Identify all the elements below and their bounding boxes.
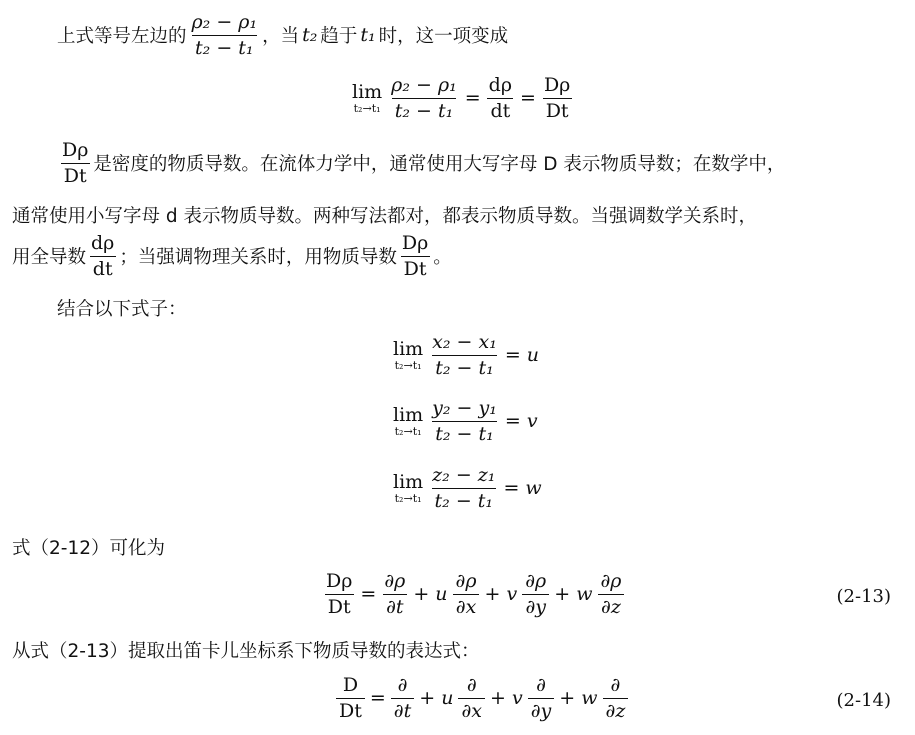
p1-text-middle: ，当	[262, 26, 300, 48]
limit-operator	[352, 82, 382, 114]
paragraph-2-line-1	[57, 140, 785, 187]
limit-rhs: = u	[504, 344, 540, 367]
limit-numerator: z₂ − z₁	[432, 464, 496, 486]
eq14-x-num: ∂	[466, 674, 477, 696]
lim-word: lim	[352, 81, 383, 104]
limit-rhs: = w	[503, 477, 542, 500]
eq13-x-den: ∂x	[453, 594, 480, 618]
eq14-t-den: ∂t	[391, 698, 414, 722]
limit-numerator: ρ₂ − ρ₁	[391, 74, 457, 96]
total-derivative-num: dρ	[488, 74, 513, 96]
eq14-term-t	[391, 675, 414, 722]
eq13-y-den: ∂y	[522, 594, 549, 618]
eq13-t-den: ∂t	[383, 594, 406, 618]
equals-sign: =	[369, 687, 386, 710]
material-derivative	[541, 75, 573, 122]
eq14-term-y	[528, 675, 555, 722]
eq13-lhs-num: Dρ	[326, 570, 353, 592]
material-derivative-num: Dρ	[543, 74, 571, 96]
plus-u: + u	[413, 583, 448, 606]
limit-equation-x	[393, 332, 539, 379]
plus-w: + w	[554, 583, 593, 606]
p1-approaches: 趋于	[320, 26, 358, 48]
limit-operator	[393, 339, 423, 371]
paragraph-3: 结合以下式子：	[57, 299, 187, 320]
limit-fraction	[429, 465, 498, 512]
paragraph-2-line-3	[12, 233, 452, 280]
paragraph-4: 式（2-12）可化为	[12, 538, 165, 559]
limit-operator	[393, 405, 423, 437]
eq14-t-num: ∂	[397, 674, 408, 696]
eq13-term-z	[597, 571, 624, 618]
eq13-term-x	[453, 571, 480, 618]
equation-number-2-14: (2-14)	[836, 690, 891, 711]
p2-frac-numerator: Dρ	[62, 139, 89, 161]
limit-rhs: = v	[504, 410, 538, 433]
eq13-x-num: ∂ρ	[455, 570, 477, 592]
plus-w: + w	[559, 687, 598, 710]
lim-subscript: t₂→t₁	[394, 492, 422, 506]
limit-equation-z	[393, 465, 542, 512]
eq14-lhs-den: Dt	[336, 698, 365, 722]
total-derivative	[486, 75, 515, 122]
p1-fraction	[189, 12, 261, 59]
lim-subscript: t₂→t₁	[353, 102, 381, 116]
limit-fraction	[429, 332, 500, 379]
eq13-z-num: ∂ρ	[600, 570, 622, 592]
equals-sign: =	[520, 87, 536, 110]
eq14-lhs	[336, 675, 365, 722]
lim-word: lim	[393, 404, 424, 427]
material-derivative-den: Dt	[543, 98, 572, 122]
equation-number-2-13: (2-13)	[836, 586, 891, 607]
limit-denominator: t₂ − t₁	[432, 355, 497, 379]
p2-line-3-b: ；当强调物理关系时，用物质导数	[119, 247, 397, 269]
eq13-term-t	[381, 571, 408, 618]
equals-sign: =	[464, 87, 481, 110]
limit-numerator: y₂ − y₁	[432, 397, 497, 419]
p2-fraction	[59, 140, 91, 187]
p1-frac-numerator: ρ₂ − ρ₁	[191, 11, 258, 33]
p2-line-3-c: 。	[433, 247, 452, 269]
lim-word: lim	[393, 338, 424, 361]
equals-sign: =	[360, 583, 377, 606]
p1-text-after: 时，这一项变成	[378, 26, 509, 48]
p2-material-derivative	[399, 233, 431, 280]
limit-denominator: t₂ − t₁	[392, 98, 457, 122]
p2-D-den: Dt	[401, 256, 430, 280]
p2-total-derivative	[88, 233, 117, 280]
limit-fraction	[429, 398, 500, 445]
total-derivative-den: dt	[487, 98, 513, 122]
limit-fraction	[388, 75, 460, 122]
limit-denominator: t₂ − t₁	[432, 421, 497, 445]
eq14-y-num: ∂	[536, 674, 546, 696]
eq13-lhs-den: Dt	[325, 594, 354, 618]
limit-numerator: x₂ − x₁	[432, 331, 497, 353]
eq13-term-y	[522, 571, 549, 618]
p2-D-num: Dρ	[401, 232, 429, 254]
p2-d-den: dt	[90, 256, 116, 280]
limit-denominator: t₂ − t₁	[432, 488, 497, 512]
p1-t1: t₁	[360, 24, 376, 47]
eq14-term-z	[603, 675, 629, 722]
plus-v: + v	[490, 687, 523, 710]
p1-frac-denominator: t₂ − t₁	[192, 35, 257, 59]
eq14-x-den: ∂x	[458, 698, 485, 722]
eq14-lhs-num: D	[342, 674, 359, 696]
paragraph-5: 从式（2-13）提取出笛卡儿坐标系下物质导数的表达式：	[12, 641, 480, 662]
p1-text-before: 上式等号左边的	[57, 26, 187, 48]
eq14-z-den: ∂z	[603, 698, 629, 722]
paragraph-1	[57, 12, 508, 59]
eq14-y-den: ∂y	[528, 698, 555, 722]
p2-line-1-text: 是密度的物质导数。在流体力学中，通常使用大写字母 D 表示物质导数；在数学中，	[93, 154, 786, 176]
eq13-lhs	[323, 571, 355, 618]
equation-limit	[352, 75, 575, 122]
p2-d-num: dρ	[91, 232, 115, 254]
p1-t2: t₂	[302, 24, 318, 47]
eq13-z-den: ∂z	[598, 594, 624, 618]
plus-u: + u	[419, 687, 454, 710]
eq13-t-num: ∂ρ	[384, 570, 406, 592]
lim-subscript: t₂→t₁	[394, 359, 422, 373]
lim-word: lim	[393, 471, 424, 494]
eq14-z-num: ∂	[610, 674, 621, 696]
limit-operator	[393, 472, 423, 504]
lim-subscript: t₂→t₁	[394, 425, 422, 439]
plus-v: + v	[484, 583, 518, 606]
paragraph-2-line-2: 通常使用小写字母 d 表示物质导数。两种写法都对，都表示物质导数。当强调数学关系时，	[12, 206, 758, 227]
equation-2-14	[334, 675, 630, 722]
p2-line-3-a: 用全导数	[12, 247, 87, 269]
eq14-term-x	[458, 675, 485, 722]
eq13-y-num: ∂ρ	[525, 570, 547, 592]
limit-equation-y	[393, 398, 538, 445]
equation-2-13	[321, 571, 626, 618]
p2-frac-denominator: Dt	[61, 163, 90, 187]
